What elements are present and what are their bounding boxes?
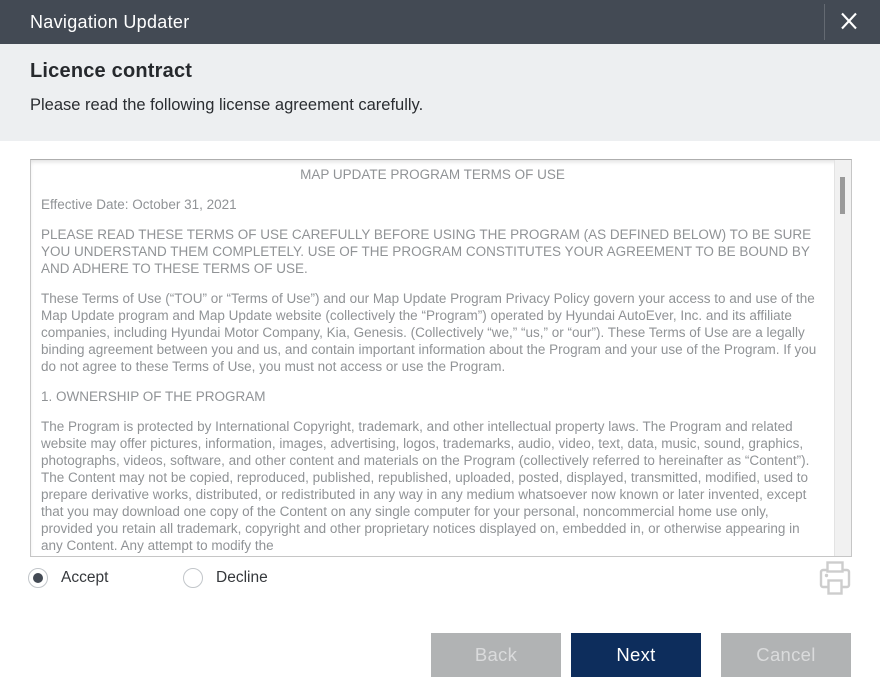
printer-icon [813,557,857,604]
license-text-viewport[interactable] [31,160,834,556]
decline-label: Decline [216,569,268,586]
license-section-heading: 1. OWNERSHIP OF THE PROGRAM [41,389,266,404]
titlebar [0,0,880,44]
close-button[interactable] [824,4,872,40]
page-title: Licence contract [30,60,193,82]
license-paragraph: PLEASE READ THESE TERMS OF USE CAREFULLY BEFORE USING THE PROGRAM (AS DEFINED BELOW) TO BE SURE YOU UNDERSTAND THEM COMPLETELY. USE OF THE PROGRAM CONSTITUTES YOUR AGREEMENT TO BE BOUND BY AND ADHERE TO THESE TERMS OF USE. [41,227,812,276]
license-paragraph: The Program is protected by International Copyright, trademark, and other intellectual property laws. The Program and related website may offer pictures, information, images, advertising, logos, trademarks, audio, video, text, data, music, sound, graphics, photographs, videos, software, and other content and materials on the Program (collectively referred to hereinafter as “Content”). The Content may not be copied, reproduced, published, republished, uploaded, posted, displayed, transmitted, modified, used to prepare derivative works, distributed, or redistributed in any way in any medium whatsoever now known or later invented, except that you may download one copy of the Content on any single computer for your personal, noncommercial home use only, provided you retain all trademark, copyright and other proprietary notices displayed on, embedded in, or otherwise appearing in any Content. Any attempt to modify the [41,419,810,553]
radio-unselected-icon [183,568,203,588]
scrollbar-thumb[interactable] [840,177,845,214]
print-button[interactable] [812,557,858,603]
back-button[interactable]: Back [431,633,561,677]
next-button[interactable]: Next [571,633,701,677]
close-icon [837,9,861,36]
license-paragraph: Effective Date: October 31, 2021 [41,197,237,212]
cancel-button[interactable]: Cancel [721,633,851,677]
vertical-scrollbar[interactable] [834,160,851,556]
accept-radio[interactable] [28,567,108,589]
license-doc-title: MAP UPDATE PROGRAM TERMS OF USE [300,167,565,182]
decline-radio[interactable] [183,567,268,589]
accept-label: Accept [61,569,109,586]
header [0,44,880,141]
license-agreement-box [30,159,852,557]
window-title: Navigation Updater [30,11,190,32]
radio-dot [33,573,43,583]
license-paragraph: These Terms of Use (“TOU” or “Terms of Use”) and our Map Update Program Privacy Policy govern your access to and use of the Map Update program and Map Update website (collectively the “Program”) operated by Hyundai AutoEver, Inc. and its affiliate companies, including Hyundai Motor Company, Kia, Genesis. (Collectively “we,” “us,” or “our”). These Terms of Use are a legally binding agreement between you and us, and contain important information about the Program and your use of the Program. If you do not agree to these Terms of Use, you must not access or use the Program. [41,291,817,374]
page-subtitle: Please read the following license agreement carefully. [30,96,424,114]
radio-selected-icon [28,568,48,588]
